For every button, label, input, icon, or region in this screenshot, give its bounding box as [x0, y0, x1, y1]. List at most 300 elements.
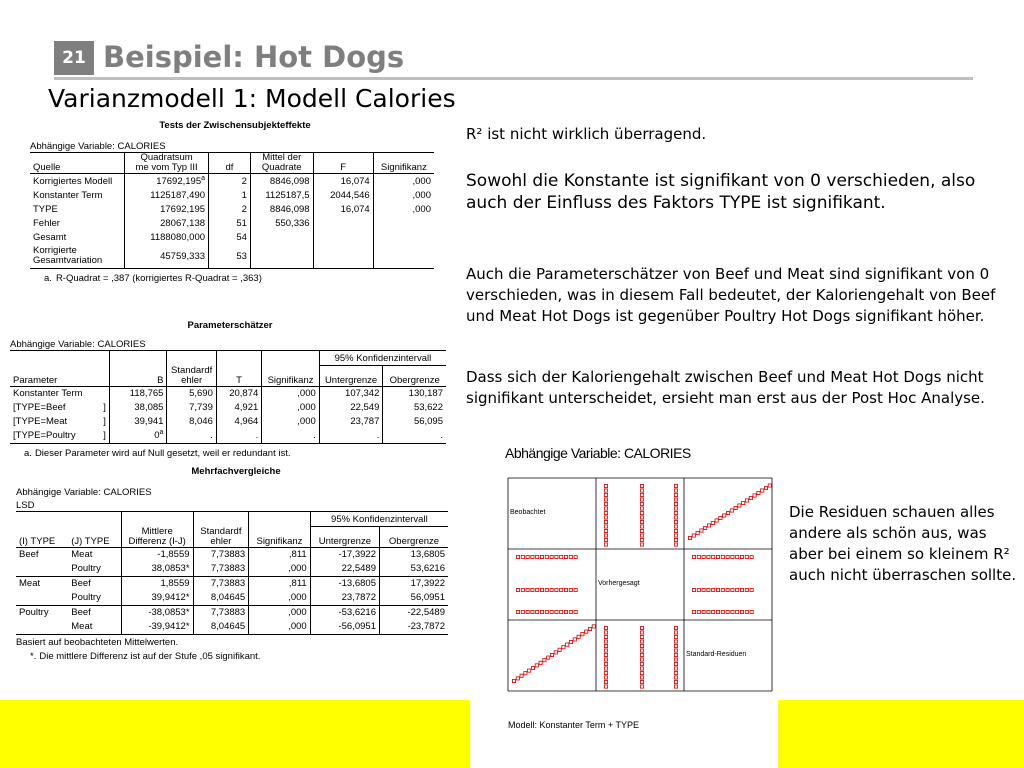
matrix-point — [734, 506, 737, 509]
matrix-point — [531, 666, 534, 669]
anova-df: 53 — [209, 244, 251, 269]
posthoc-header-row-1 — [16, 512, 448, 527]
params-table — [10, 350, 446, 444]
text-r2: R² ist nicht wirklich überragend. — [466, 125, 707, 143]
footer-bar-left — [0, 700, 470, 768]
matrix-point — [564, 610, 567, 613]
matrix-point — [731, 555, 734, 558]
params-ci-header: 95% Konfidenzintervall — [319, 351, 446, 366]
matrix-point — [712, 555, 715, 558]
params-hi: 53,622 — [413, 402, 443, 413]
anova-col-f: F — [313, 153, 373, 174]
posthoc-sig: ,811 — [249, 547, 311, 562]
matrix-point — [604, 520, 607, 523]
matrix-point — [604, 498, 607, 501]
matrix-point — [721, 588, 724, 591]
table-row — [30, 174, 434, 189]
matrix-point — [516, 588, 519, 591]
params-lo: 22,549 — [319, 401, 383, 415]
matrix-point — [674, 502, 677, 505]
plot-model-label: Modell: Konstanter Term + TYPE — [508, 720, 639, 730]
matrix-point — [674, 640, 677, 643]
params-b: 39,941 — [109, 415, 167, 429]
posthoc-se: 7,73883 — [193, 576, 249, 591]
matrix-point — [574, 555, 577, 558]
matrix-point — [674, 525, 677, 528]
posthoc-footnote: *. Die mittlere Differenz ist auf der Stufe ,05 signifikant. — [30, 650, 261, 662]
anova-sig: ,000 — [412, 189, 431, 201]
table-row — [30, 188, 434, 202]
posthoc-lo: -17,3922 — [310, 547, 379, 562]
matrix-point — [702, 588, 705, 591]
posthoc-caption: Mehrfachvergleiche — [191, 466, 281, 477]
posthoc-ci-header: 95% Konfidenzintervall — [310, 512, 448, 527]
matrix-point — [721, 610, 724, 613]
posthoc-i: Meat — [16, 576, 68, 591]
matrix-point — [640, 520, 643, 523]
matrix-point — [702, 555, 705, 558]
matrix-point — [674, 635, 677, 638]
anova-col-sig: Signifikanz — [373, 153, 434, 174]
posthoc-hi: 13,6805 — [379, 547, 448, 562]
matrix-point — [692, 534, 695, 537]
matrix-point — [761, 489, 764, 492]
matrix-point — [674, 662, 677, 665]
matrix-point — [726, 555, 729, 558]
anova-dependent: Abhängige Variable: CALORIES — [30, 141, 166, 152]
matrix-point — [604, 631, 607, 634]
posthoc-se: 7,73883 — [193, 605, 249, 620]
anova-col-ss: Quadratsum me vom Typ III — [125, 153, 209, 174]
posthoc-se: 8,04645 — [193, 620, 249, 635]
matrix-point — [753, 494, 756, 497]
matrix-point — [577, 635, 580, 638]
anova-f: 16,074 — [313, 202, 373, 216]
anova-df: 1 — [209, 188, 251, 202]
matrix-point — [640, 653, 643, 656]
matrix-point — [558, 648, 561, 651]
table-row — [30, 202, 434, 216]
posthoc-diff: 38,0853* — [121, 562, 193, 577]
params-col-hi: Obergrenze — [389, 374, 440, 386]
matrix-point — [521, 588, 524, 591]
anova-caption: Tests der Zwischensubjekteffekte — [159, 120, 311, 131]
matrix-point — [526, 610, 529, 613]
matrix-point — [604, 640, 607, 643]
posthoc-col-se: Standardf ehler — [193, 527, 249, 548]
matrix-point — [674, 671, 677, 674]
anova-table-block — [30, 120, 440, 284]
matrix-point — [740, 588, 743, 591]
posthoc-diff: -38,0853* — [121, 605, 193, 620]
matrix-point — [726, 511, 729, 514]
posthoc-j: Meat — [68, 620, 121, 635]
anova-source: Korrigierte Gesamtvariation — [30, 244, 125, 269]
anova-f: 2044,546 — [313, 188, 373, 202]
matrix-point — [640, 511, 643, 514]
title-divider — [54, 77, 973, 80]
matrix-point — [692, 588, 695, 591]
matrix-point — [674, 631, 677, 634]
params-hi: 130,187 — [383, 386, 446, 401]
posthoc-hi: 53,6216 — [410, 563, 445, 574]
anova-source: Fehler — [30, 216, 125, 230]
matrix-point — [674, 516, 677, 519]
matrix-point — [640, 502, 643, 505]
posthoc-diff: -39,9412* — [121, 620, 193, 635]
matrix-point — [736, 588, 739, 591]
params-header-row-1 — [10, 351, 446, 366]
matrix-point — [604, 493, 607, 496]
matrix-point — [604, 543, 607, 546]
matrix-point — [674, 653, 677, 656]
anova-sig: ,000 — [412, 203, 431, 215]
posthoc-col-sig: Signifikanz — [249, 527, 311, 548]
matrix-point — [604, 511, 607, 514]
table-row — [16, 576, 448, 591]
matrix-point — [640, 649, 643, 652]
posthoc-i: Beef — [16, 547, 68, 562]
matrix-point — [526, 555, 529, 558]
params-col-lo: Untergrenze — [319, 366, 383, 387]
params-hi: 56,095 — [413, 416, 443, 427]
matrix-point — [516, 677, 519, 680]
matrix-point — [569, 588, 572, 591]
matrix-point — [574, 610, 577, 613]
posthoc-j: Beef — [68, 605, 121, 620]
anova-ss: 1188080,000 — [125, 230, 209, 244]
anova-df: 51 — [209, 216, 251, 230]
matrix-point — [768, 484, 771, 487]
table-row — [16, 605, 448, 620]
params-dependent: Abhängige Variable: CALORIES — [10, 339, 146, 350]
matrix-point — [604, 685, 607, 688]
matrix-point — [716, 588, 719, 591]
params-lo: 107,342 — [319, 386, 383, 401]
posthoc-i: Poultry — [16, 605, 68, 620]
posthoc-col-i: (I) TYPE — [19, 535, 56, 547]
matrix-point — [581, 633, 584, 636]
posthoc-col-diff: Mittlere Differenz (I-J) — [121, 527, 193, 548]
matrix-point — [707, 555, 710, 558]
matrix-point — [745, 588, 748, 591]
matrix-point — [674, 493, 677, 496]
matrix-point — [745, 499, 748, 502]
matrix-point — [604, 534, 607, 537]
matrix-point — [640, 676, 643, 679]
posthoc-col-j: (J) TYPE — [68, 527, 121, 548]
slide-number-badge: 21 — [54, 41, 94, 75]
params-se: 5,690 — [167, 386, 216, 401]
anova-header-row — [30, 153, 434, 174]
matrix-point — [550, 588, 553, 591]
anova-source: TYPE — [30, 202, 125, 216]
anova-col-ms: Mittel der Quadrate — [250, 153, 313, 174]
matrix-point — [604, 525, 607, 528]
params-name: [TYPE=Meat ] — [10, 415, 109, 429]
matrix-point — [707, 524, 710, 527]
matrix-point — [604, 653, 607, 656]
matrix-point — [640, 498, 643, 501]
matrix-point — [726, 588, 729, 591]
matrix-point — [604, 667, 607, 670]
anova-f: 16,074 — [313, 174, 373, 189]
matrix-point — [545, 610, 548, 613]
matrix-point — [740, 610, 743, 613]
params-hi: . — [383, 429, 446, 444]
anova-f — [313, 244, 373, 269]
matrix-point — [697, 588, 700, 591]
params-se: 7,739 — [167, 401, 216, 415]
anova-ms — [250, 244, 313, 269]
posthoc-col-hi: Obergrenze — [388, 535, 440, 547]
matrix-point — [702, 610, 705, 613]
posthoc-hi: 17,3922 — [379, 576, 448, 591]
matrix-point — [573, 638, 576, 641]
matrix-point — [674, 511, 677, 514]
matrix-point — [674, 529, 677, 532]
matrix-point — [674, 644, 677, 647]
matrix-point — [554, 651, 557, 654]
anova-col-source: Quelle — [30, 153, 125, 174]
matrix-point — [545, 555, 548, 558]
matrix-point — [674, 489, 677, 492]
anova-ss: 1125187,490 — [125, 188, 209, 202]
table-row — [30, 216, 434, 230]
anova-ss: 45759,333 — [125, 244, 209, 269]
params-col-param: Parameter — [10, 366, 109, 387]
matrix-point — [640, 507, 643, 510]
matrix-point — [640, 635, 643, 638]
text-parameters: Auch die Parameterschätzer von Beef und Meat sind signifikant von 0 verschieden, was in diesem Fall bedeutet, der Kaloriengehalt von Beef und Meat Hot Dogs ist gegenüber Poultry Hot Dogs signifikant höher. — [466, 265, 996, 325]
posthoc-i — [16, 620, 68, 635]
matrix-point — [719, 516, 722, 519]
matrix-point — [536, 588, 539, 591]
table-row — [30, 230, 434, 244]
matrix-point — [640, 489, 643, 492]
matrix-point — [604, 538, 607, 541]
matrix-point — [674, 534, 677, 537]
matrix-point — [550, 555, 553, 558]
posthoc-table-block — [16, 466, 456, 662]
anova-footnote: a. R-Quadrat = ,387 (korrigiertes R-Quadrat = ,363) — [44, 273, 262, 284]
text-residuals: Die Residuen schauen alles andere als schön aus, was aber bei einem so kleinem R² auch nicht überraschen sollte. — [789, 503, 1017, 584]
matrix-point — [640, 680, 643, 683]
anova-table — [30, 152, 434, 269]
matrix-point — [731, 588, 734, 591]
posthoc-lo: 23,7872 — [310, 591, 379, 606]
anova-df: 2 — [209, 202, 251, 216]
params-name: [TYPE=Poultry ] — [10, 429, 109, 444]
params-b: 0$^a$ — [109, 429, 167, 444]
matrix-point — [711, 521, 714, 524]
matrix-point — [566, 643, 569, 646]
params-sig: ,000 — [262, 401, 320, 415]
anova-f — [313, 216, 373, 230]
matrix-label: Vorhergesagt — [598, 580, 640, 587]
matrix-point — [516, 555, 519, 558]
table-row — [16, 562, 448, 577]
posthoc-hi: -22,5489 — [379, 605, 448, 620]
matrix-point — [696, 531, 699, 534]
matrix-point — [640, 626, 643, 629]
matrix-point — [745, 610, 748, 613]
params-name: Konstanter Term — [10, 386, 109, 401]
matrix-point — [569, 640, 572, 643]
matrix-point — [640, 484, 643, 487]
matrix-point — [604, 529, 607, 532]
params-sig: ,000 — [262, 415, 320, 429]
footer-bar-right — [778, 700, 1024, 768]
matrix-point — [674, 498, 677, 501]
matrix-point — [531, 555, 534, 558]
matrix-point — [540, 610, 543, 613]
matrix-point — [674, 649, 677, 652]
matrix-point — [674, 484, 677, 487]
posthoc-j: Beef — [68, 576, 121, 591]
matrix-point — [674, 676, 677, 679]
matrix-point — [604, 507, 607, 510]
matrix-point — [692, 610, 695, 613]
matrix-point — [562, 646, 565, 649]
matrix-point — [540, 555, 543, 558]
params-se: 8,046 — [167, 415, 216, 429]
matrix-point — [528, 669, 531, 672]
posthoc-lo: -53,6216 — [310, 605, 379, 620]
matrix-point — [539, 661, 542, 664]
posthoc-j: Poultry — [68, 591, 121, 606]
posthoc-i — [16, 591, 68, 606]
matrix-point — [740, 555, 743, 558]
matrix-point — [712, 610, 715, 613]
matrix-point — [604, 635, 607, 638]
matrix-point — [555, 555, 558, 558]
matrix-point — [674, 667, 677, 670]
matrix-point — [707, 610, 710, 613]
posthoc-table — [16, 511, 448, 635]
matrix-point — [764, 486, 767, 489]
matrix-point — [674, 520, 677, 523]
anova-ms: 550,336 — [250, 216, 313, 230]
posthoc-dependent: Abhängige Variable: CALORIES — [16, 487, 152, 498]
posthoc-col-lo: Untergrenze — [310, 527, 379, 548]
matrix-point — [604, 516, 607, 519]
matrix-point — [688, 536, 691, 539]
matrix-point — [550, 653, 553, 656]
scatter-matrix-panel — [480, 470, 778, 706]
params-t: 20,874 — [216, 386, 261, 401]
table-row — [30, 244, 434, 269]
matrix-point — [531, 610, 534, 613]
anova-df: 54 — [209, 230, 251, 244]
slide-subtitle: Varianzmodell 1: Modell Calories — [48, 84, 456, 113]
matrix-point — [750, 555, 753, 558]
anova-ms: 8846,098 — [250, 174, 313, 189]
matrix-point — [604, 662, 607, 665]
matrix-point — [640, 493, 643, 496]
matrix-point — [716, 610, 719, 613]
matrix-point — [516, 610, 519, 613]
anova-source: Korrigiertes Modell — [30, 174, 125, 189]
params-sig: . — [262, 429, 320, 444]
matrix-point — [604, 484, 607, 487]
params-name: [TYPE=Beef ] — [10, 401, 109, 415]
matrix-point — [730, 509, 733, 512]
params-header-row-2 — [10, 366, 446, 387]
matrix-point — [550, 610, 553, 613]
posthoc-header-row-2 — [16, 527, 448, 548]
matrix-point — [674, 543, 677, 546]
plot-dependent-label: Abhängige Variable: CALORIES — [505, 445, 691, 461]
params-footnote: a. Dieser Parameter wird auf Null gesetzt, weil er redundant ist. — [24, 447, 291, 459]
matrix-point — [707, 588, 710, 591]
posthoc-diff: -1,8559 — [121, 547, 193, 562]
params-b: 118,765 — [109, 386, 167, 401]
posthoc-hi: -23,7872 — [379, 620, 448, 635]
text-significance: Sowohl die Konstante ist signifikant von 0 verschieden, also auch der Einfluss des Faktors TYPE ist signifikant. — [466, 171, 976, 213]
params-lo: 23,787 — [319, 415, 383, 429]
posthoc-lo: -56,0951 — [310, 620, 379, 635]
posthoc-sig: ,000 — [249, 605, 311, 620]
params-col-sig: Signifikanz — [262, 366, 320, 387]
matrix-label: Beobachtet — [510, 509, 546, 516]
matrix-point — [640, 644, 643, 647]
matrix-point — [540, 588, 543, 591]
matrix-point — [640, 631, 643, 634]
matrix-point — [640, 667, 643, 670]
posthoc-se: 7,73883 — [193, 562, 249, 577]
matrix-point — [604, 649, 607, 652]
matrix-point — [640, 658, 643, 661]
matrix-point — [742, 501, 745, 504]
params-se: . — [167, 429, 216, 444]
posthoc-lo: -13,6805 — [310, 576, 379, 591]
matrix-point — [674, 538, 677, 541]
matrix-point — [640, 671, 643, 674]
params-sig: ,000 — [262, 386, 320, 401]
posthoc-sig: ,000 — [249, 620, 311, 635]
anova-sig — [373, 230, 434, 244]
matrix-point — [721, 555, 724, 558]
matrix-point — [536, 555, 539, 558]
matrix-point — [750, 610, 753, 613]
matrix-point — [757, 491, 760, 494]
table-row — [10, 401, 446, 415]
matrix-point — [545, 588, 548, 591]
matrix-point — [604, 680, 607, 683]
matrix-point — [716, 555, 719, 558]
matrix-point — [555, 610, 558, 613]
params-lo: . — [319, 429, 383, 444]
matrix-point — [745, 555, 748, 558]
posthoc-j: Poultry — [68, 562, 121, 577]
posthoc-footer: Basiert auf beobachteten Mittelwerten. — [16, 636, 179, 648]
matrix-point — [640, 516, 643, 519]
matrix-point — [604, 671, 607, 674]
matrix-point — [521, 610, 524, 613]
anova-f — [313, 230, 373, 244]
matrix-point — [604, 676, 607, 679]
matrix-point — [692, 555, 695, 558]
matrix-point — [560, 555, 563, 558]
params-table-block — [10, 320, 450, 459]
matrix-point — [521, 555, 524, 558]
posthoc-i — [16, 562, 68, 577]
posthoc-sig: ,811 — [249, 576, 311, 591]
params-t: 4,921 — [216, 401, 261, 415]
slide-title: Beispiel: Hot Dogs — [103, 40, 405, 74]
text-posthoc: Dass sich der Kaloriengehalt zwischen Beef und Meat Hot Dogs nicht signifikant unterscheidet, ersieht man erst aus der Post Hoc Analyse. — [466, 368, 985, 407]
